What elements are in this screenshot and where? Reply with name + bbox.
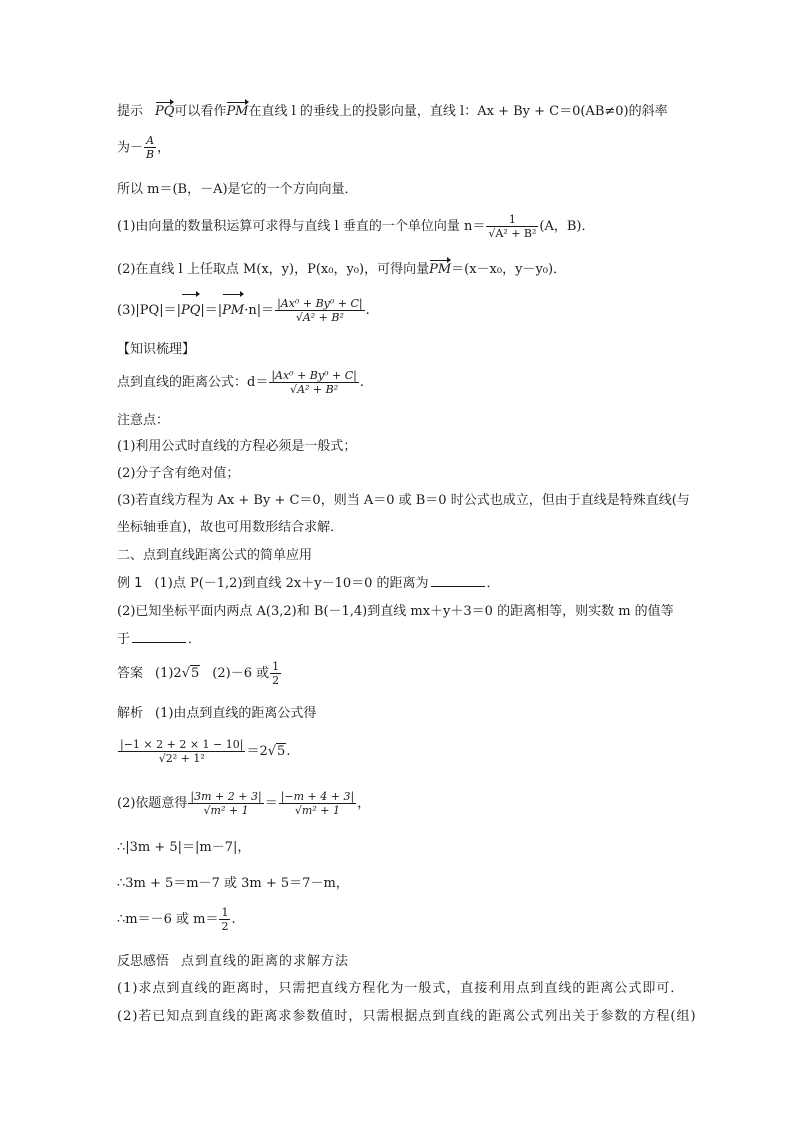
hint-direction-vector: 所以 m＝(B，－A)是它的一个方向向量． (117, 182, 358, 197)
step-3-suffix: . (365, 303, 370, 318)
step-2-text: (2)在直线 l 上任取点 M(x，y)，P(x₀，y₀)，可得向量 (117, 262, 430, 277)
slope-numerator: A (146, 134, 155, 147)
calc-denominator: √2² + 1² (118, 751, 245, 766)
vector-pq-step3: PQ (181, 294, 200, 328)
vector-pm-step2: PM (429, 260, 451, 280)
vector-pm: PM (226, 102, 248, 122)
slope-fraction (144, 134, 156, 162)
analysis-line-1 (117, 704, 316, 724)
knowledge-heading: 【知识梳理】 (117, 342, 196, 357)
step-1-text: (1)由向量的数量积运算可求得与直线 l 垂直的一个单位向量 n＝ (117, 219, 486, 234)
example-1-label: 例 1 (117, 576, 143, 591)
hint-line-3 (117, 180, 358, 200)
calc-line (117, 732, 290, 772)
example-1-q2b-end: ． (188, 632, 202, 647)
example-1-q2a: (2)已知坐标平面内两点 A(3,2)和 B(－1,4)到直线 mx＋y＋3＝0 的距离相等，则实数 m 的值等 (117, 604, 674, 619)
note-2: (2)分子含有绝对值； (117, 466, 240, 481)
a2-numerator-1: |3m + 2 + 3| (190, 789, 262, 803)
therefore-3-denominator: 2 (221, 919, 229, 933)
therefore-3-numerator: 1 (221, 905, 229, 919)
answer-line (117, 656, 282, 692)
reflection-heading (117, 952, 349, 972)
analysis-label: 解析 (117, 706, 144, 721)
formula-radicand: A² + B² (297, 382, 339, 396)
a2-radicand-2: m² + 1 (301, 803, 340, 817)
formula-numerator: |Ax⁰ + By⁰ + C| (271, 368, 357, 382)
calc-result-radicand: 5 (277, 744, 286, 759)
step-1 (117, 212, 595, 242)
hint-slope-suffix: ， (157, 140, 171, 156)
reflection-1: (1)求点到直线的距离时，只需把直线方程化为一般式，直接利用点到直线的距离公式即可． (117, 981, 685, 996)
step-3-prefix: (3)|PQ|＝| (117, 303, 181, 318)
step-2 (117, 260, 566, 280)
therefore-3-fraction (219, 906, 230, 934)
distance-denominator-step3: √A² + B² (275, 310, 365, 325)
distance-fraction-step3 (275, 297, 365, 325)
step-3 (117, 294, 370, 328)
answer-1-sqrt: √5 (181, 666, 200, 681)
a2-fraction-2 (279, 790, 356, 818)
note-3b: 坐标轴垂直)，故也可用数形结合求解． (117, 520, 344, 535)
therefore-3-suffix: . (231, 912, 236, 927)
answer-1: (1)2 (155, 666, 182, 681)
a2-denominator-1: √m² + 1 (188, 803, 263, 818)
therefore-3-prefix: ∴m＝－6 或 m＝ (117, 912, 219, 927)
answer-2: (2)－6 或 (212, 666, 270, 681)
hint-text-1a: 可以看作 (174, 104, 227, 119)
reflection-2: (2)若已知点到直线的距离求参数值时，只需根据点到直线的距离公式列出关于参数的方程(组) (117, 1009, 697, 1024)
vector-pm-step3: PM (222, 294, 244, 328)
distance-formula (117, 366, 364, 400)
distance-fraction (269, 369, 359, 397)
calc-fraction (118, 738, 245, 766)
formula-suffix: . (359, 375, 364, 390)
answer-blank-2 (132, 630, 186, 643)
calc-result-sqrt: √5 (267, 744, 286, 759)
step-2-suffix: ＝(x－x₀，y－y₀)． (451, 262, 567, 277)
calc-result-suffix: . (286, 744, 291, 759)
formula-denominator: √A² + B² (269, 382, 359, 397)
therefore-1: ∴|3m + 5|＝|m－7|， (117, 840, 251, 855)
hint-slope-prefix: 为－ (117, 140, 144, 156)
slope-denominator: B (146, 148, 155, 161)
therefore-3 (117, 902, 236, 938)
analysis-line-2 (117, 784, 370, 824)
a2-fraction-1 (188, 790, 263, 818)
a2-radicand-1: m² + 1 (210, 803, 249, 817)
reflection-title: 点到直线的距离的求解方法 (181, 954, 350, 969)
calc-numerator: |−1 × 2 + 2 × 1 − 10| (120, 737, 244, 751)
answer-1-radicand: 5 (191, 666, 200, 681)
example-1-q2b-text: 于 (117, 632, 131, 647)
analysis-1-text: (1)由点到直线的距离公式得 (155, 706, 317, 721)
note-1: (1)利用公式时直线的方程必须是一般式； (117, 439, 357, 454)
unit-vector-radicand: A² + B² (495, 226, 537, 240)
a2-equals: ＝ (264, 796, 278, 811)
therefore-2: ∴3m + 5＝m－7 或 3m + 5＝7－m， (117, 876, 349, 891)
unit-vector-denominator: √A² + B² (488, 226, 537, 240)
hint-line-1 (117, 102, 668, 122)
analysis-2-prefix: (2)依题意得 (117, 796, 188, 811)
hint-text-1b: 在直线 l 的垂线上的投影向量，直线 l：Ax + By + C＝0(AB≠0)的斜率 (248, 104, 668, 119)
example-1-q1 (117, 574, 500, 594)
answer-2-numerator: 1 (272, 659, 280, 673)
step-3-mid2: ·n|＝ (244, 303, 275, 318)
step-3-mid: |＝| (200, 303, 223, 318)
formula-prefix: 点到直线的距离公式：d＝ (117, 375, 269, 390)
answer-blank-1 (431, 574, 485, 587)
unit-vector-numerator: 1 (508, 212, 516, 226)
answer-2-fraction (270, 660, 281, 688)
calc-radicand: 2² + 1² (165, 751, 205, 765)
distance-radicand-step3: A² + B² (302, 310, 344, 324)
a2-suffix: ， (357, 796, 371, 811)
note-3a: (3)若直线方程为 Ax + By + C＝0，则当 A＝0 或 B＝0 时公式也成立，但由于直线是特殊直线(与 (117, 493, 690, 508)
hint-label: 提示 (117, 104, 144, 119)
distance-numerator-step3: |Ax⁰ + By⁰ + C| (277, 296, 363, 310)
a2-numerator-2: |−m + 4 + 3| (280, 789, 355, 803)
hint-line-2 (117, 134, 170, 163)
section-2-title: 二、点到直线距离公式的简单应用 (117, 548, 313, 563)
vector-pq: PQ (155, 102, 174, 122)
answer-label: 答案 (117, 666, 144, 681)
example-1-q1-end: ． (486, 576, 500, 591)
a2-denominator-2: √m² + 1 (279, 803, 356, 818)
calc-result-prefix: ＝2 (246, 744, 268, 759)
reflection-label: 反思感悟 (117, 954, 170, 969)
notes-title: 注意点： (117, 413, 170, 428)
example-1-q1-text: (1)点 P(－1,2)到直线 2x＋y－10＝0 的距离为 (154, 576, 429, 591)
example-1-q2b (117, 630, 201, 650)
unit-vector-fraction (486, 213, 538, 241)
step-1-suffix: (A，B)． (539, 219, 595, 234)
answer-2-denominator: 2 (272, 673, 280, 687)
